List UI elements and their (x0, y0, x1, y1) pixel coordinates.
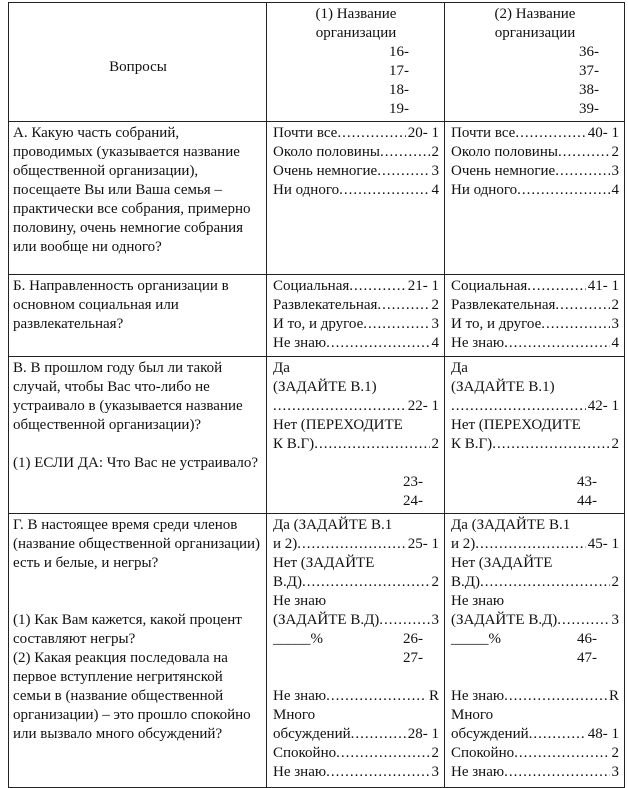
answer-dk2: Не знаю ..... R (451, 687, 619, 706)
answer-no-line2: В.Д) ..... 2 (273, 573, 439, 592)
answer-yes-line2: (ЗАДАЙТЕ В.1) (451, 379, 555, 395)
answer-yes-line1: Да (451, 360, 468, 376)
answer-option: Почти все ..... 40- 1 (451, 124, 619, 143)
org2-header-line2: организации (494, 25, 576, 41)
sub-code: 43- (577, 474, 597, 490)
org1-b-cell (267, 275, 445, 357)
answer-option: Социальная ..... 21- 1 (273, 277, 439, 296)
org1-code: 19- (389, 101, 409, 117)
org1-header-line1: (1) Название (315, 6, 397, 22)
org1-header-line2: организации (315, 25, 397, 41)
question-g-sub1: (1) Как Вам кажется, какой процент составляют негры? (13, 612, 242, 647)
org2-code: 38- (579, 82, 599, 98)
questions-header: Вопросы (109, 58, 167, 75)
question-a-text: А. Какую часть собраний, проводимых (указывается название общественной организации), посещаете Вы или Ваша семья – практически все собрания, примерно половину, очень немногие собрания или вообще ни одного? (13, 125, 251, 255)
answer-dk3: Не знаю ..... 3 (451, 763, 619, 782)
org2-b-cell (445, 275, 625, 357)
org1-code: 18- (389, 82, 409, 98)
question-row-b (9, 275, 625, 357)
org2-header-cell (445, 3, 625, 122)
answer-yes-line2: (ЗАДАЙТЕ В.1) (273, 379, 377, 395)
pct-code: 27- (403, 650, 423, 666)
answer-dk3: Не знаю ..... 3 (273, 763, 439, 782)
org2-code: 37- (579, 63, 599, 79)
answer-option: Около половины ..... 2 (273, 143, 439, 162)
org1-a-cell (267, 122, 445, 275)
answer-many-line2: обсуждений ..... 48- 1 (451, 725, 619, 744)
answer-no-line1: Нет (ПЕРЕХОДИТЕ (273, 417, 403, 433)
answer-yes-code-line: ..... 42- 1 (451, 397, 619, 416)
question-g-cell (9, 514, 267, 788)
org1-header-cell (267, 3, 445, 122)
question-v-cell (9, 357, 267, 514)
answer-no-line1: Нет (ПЕРЕХОДИТЕ (451, 417, 581, 433)
answer-yes-line1: Да (ЗАДАЙТЕ В.1 (273, 517, 393, 533)
question-v-sub: (1) ЕСЛИ ДА: Что Вас не устраивало? (13, 455, 259, 471)
org2-g-cell (445, 514, 625, 788)
answer-dk-line1: Не знаю (451, 593, 505, 609)
answer-option: Не знаю ..... 4 (273, 334, 439, 353)
org2-a-cell (445, 122, 625, 275)
answer-option: Развлекательная ..... 2 (451, 296, 619, 315)
answer-option: И то, и другое ..... 3 (451, 315, 619, 334)
answer-yes-code-line: ..... 22- 1 (273, 397, 439, 416)
answer-dk-line2: (ЗАДАЙТЕ В.Д) ..... 3 (273, 611, 439, 630)
answer-dk-line2: (ЗАДАЙТЕ В.Д) ..... 3 (451, 611, 619, 630)
answer-yes-line1: Да (273, 360, 290, 376)
answer-no-line1: Нет (ЗАДАЙТЕ (273, 555, 375, 571)
answer-no-line2: К В.Г) ..... 2 (451, 435, 619, 454)
answer-many-line1: Много (451, 707, 494, 723)
question-g-sub2: (2) Какая реакция последовала на первое вступление негритянской семьи в (название общественной организации) – это прошло спокойно или вызвало много обсуждений? (13, 650, 251, 742)
answer-option: Почти все ..... 20- 1 (273, 124, 439, 143)
answer-yes-line2: и 2) ..... 45- 1 (451, 535, 619, 554)
answer-many-line1: Много (273, 707, 316, 723)
question-b-cell (9, 275, 267, 357)
answer-yes-line2: и 2) ..... 25- 1 (273, 535, 439, 554)
answer-calm: Спокойно ..... 2 (451, 744, 619, 763)
answer-no-line2: К В.Г) ..... 2 (273, 435, 439, 454)
org1-code: 17- (389, 63, 409, 79)
sub-code: 44- (577, 493, 597, 509)
answer-no-line2: В.Д) ..... 2 (451, 573, 619, 592)
answer-option: Социальная ..... 41- 1 (451, 277, 619, 296)
question-row-v (9, 357, 625, 514)
answer-dk2: Не знаю ..... R (273, 687, 439, 706)
org2-header-line1: (2) Название (494, 6, 576, 22)
answer-dk-line1: Не знаю (273, 593, 327, 609)
answer-no-line1: Нет (ЗАДАЙТЕ (451, 555, 553, 571)
org2-code: 39- (579, 101, 599, 117)
pct-code: 26- (403, 631, 423, 647)
answer-calm: Спокойно ..... 2 (273, 744, 439, 763)
answer-option: Не знаю ..... 4 (451, 334, 619, 353)
header-row (9, 3, 625, 122)
questions-header-cell (9, 3, 267, 122)
answer-many-line2: обсуждений ..... 28- 1 (273, 725, 439, 744)
org1-code: 16- (389, 44, 409, 60)
org2-code: 36- (579, 44, 599, 60)
answer-option: Ни одного ..... 4 (451, 181, 619, 200)
question-v-text: В. В прошлом году был ли такой случай, чтобы Вас что-либо не устраивало в (указывается название общественной организации)? (13, 360, 243, 433)
question-row-a (9, 122, 625, 275)
question-b-text: Б. Направленность организации в основном социальная или развлекательная? (13, 278, 229, 332)
sub-code: 24- (403, 493, 423, 509)
org2-v-cell (445, 357, 625, 514)
question-g-text: Г. В настоящее время среди членов (название общественной организации) есть и белые, и негры? (13, 517, 261, 571)
answer-option: Очень немногие ..... 3 (451, 162, 619, 181)
pct-code: 46- (577, 631, 597, 647)
answer-option: И то, и другое ..... 3 (273, 315, 439, 334)
answer-option: Около половины ..... 2 (451, 143, 619, 162)
question-a-cell (9, 122, 267, 275)
answer-yes-line1: Да (ЗАДАЙТЕ В.1 (451, 517, 571, 533)
answer-option: Очень немногие ..... 3 (273, 162, 439, 181)
questionnaire-table (8, 2, 625, 788)
percent-blank: _____% (451, 631, 501, 647)
pct-code: 47- (577, 650, 597, 666)
answer-option: Развлекательная ..... 2 (273, 296, 439, 315)
org1-g-cell (267, 514, 445, 788)
sub-code: 23- (403, 474, 423, 490)
percent-blank: _____% (273, 631, 323, 647)
question-row-g (9, 514, 625, 788)
answer-option: Ни одного ..... 4 (273, 181, 439, 200)
org1-v-cell (267, 357, 445, 514)
